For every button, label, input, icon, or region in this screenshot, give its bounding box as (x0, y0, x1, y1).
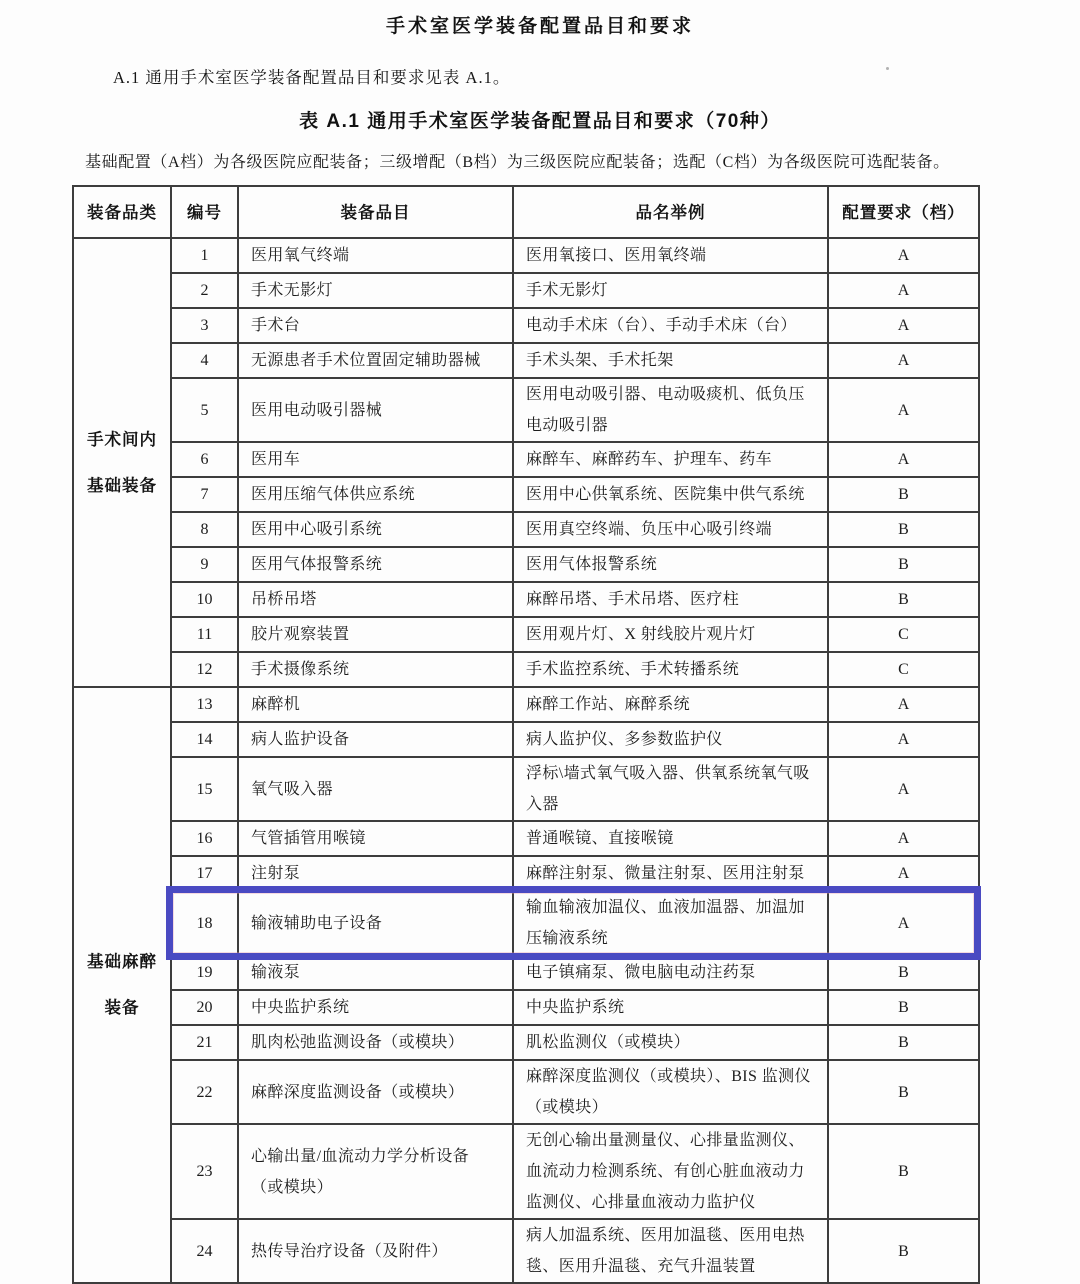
intro-paragraph: A.1 通用手术室医学装备配置品目和要求见表 A.1。 (113, 68, 511, 87)
cell-examples: 病人监护仪、多参数监护仪 (513, 722, 828, 757)
table-row (73, 273, 979, 308)
table-row (73, 652, 979, 687)
cell-item: 吊桥吊塔 (238, 582, 513, 617)
cell-examples: 普通喉镜、直接喉镜 (513, 821, 828, 856)
cell-item: 热传导治疗设备（及附件） (238, 1219, 513, 1283)
cell-examples: 无创心输出量测量仪、心排量监测仪、血流动力检测系统、有创心脏血液动力监测仪、心排量血液动力监护仪 (513, 1124, 828, 1219)
cell-no: 13 (171, 687, 238, 722)
table-row (73, 687, 979, 722)
cell-examples: 医用中心供氧系统、医院集中供气系统 (513, 477, 828, 512)
cell-no: 18 (171, 891, 238, 955)
cell-examples: 医用气体报警系统 (513, 547, 828, 582)
cell-item: 手术无影灯 (238, 273, 513, 308)
cell-examples: 医用真空终端、负压中心吸引终端 (513, 512, 828, 547)
cell-examples: 输血输液加温仪、血液加温器、加温加压输液系统 (513, 891, 828, 955)
cell-no: 3 (171, 308, 238, 343)
cell-item: 医用氧气终端 (238, 238, 513, 273)
cell-item: 手术台 (238, 308, 513, 343)
table-row (73, 547, 979, 582)
cell-grade: A (828, 722, 979, 757)
cell-no: 24 (171, 1219, 238, 1283)
header-requirement: 配置要求（档） (828, 186, 979, 238)
cell-grade: B (828, 955, 979, 990)
cell-no: 1 (171, 238, 238, 273)
cell-no: 4 (171, 343, 238, 378)
cell-category: 基础麻醉 装备 (73, 687, 171, 1283)
cell-grade: A (828, 308, 979, 343)
table-row (73, 1060, 979, 1124)
cell-grade: A (828, 891, 979, 955)
cell-grade: B (828, 582, 979, 617)
cell-examples: 电子镇痛泵、微电脑电动注药泵 (513, 955, 828, 990)
cell-grade: A (828, 273, 979, 308)
cell-item: 肌肉松弛监测设备（或模块） (238, 1025, 513, 1060)
cell-grade: B (828, 547, 979, 582)
cell-no: 14 (171, 722, 238, 757)
cell-grade: B (828, 477, 979, 512)
cell-examples: 麻醉工作站、麻醉系统 (513, 687, 828, 722)
cell-no: 7 (171, 477, 238, 512)
table-row (73, 856, 979, 891)
table-row (73, 343, 979, 378)
equipment-table (72, 185, 980, 1284)
cell-item: 麻醉机 (238, 687, 513, 722)
table-row (73, 990, 979, 1025)
cell-examples: 肌松监测仪（或模块） (513, 1025, 828, 1060)
table-body (73, 238, 979, 1283)
cell-grade: C (828, 652, 979, 687)
table-caption: 表 A.1 通用手术室医学装备配置品目和要求（70种） (299, 111, 781, 132)
table-row (73, 821, 979, 856)
cell-item: 医用中心吸引系统 (238, 512, 513, 547)
cell-examples: 麻醉注射泵、微量注射泵、医用注射泵 (513, 856, 828, 891)
cell-examples: 麻醉吊塔、手术吊塔、医疗柱 (513, 582, 828, 617)
cell-item: 手术摄像系统 (238, 652, 513, 687)
table-row (73, 238, 979, 273)
table-note: 基础配置（A档）为各级医院应配装备；三级增配（B档）为三级医院应配装备；选配（C档）为各级医院可选配装备。 (85, 154, 950, 171)
cell-item: 医用气体报警系统 (238, 547, 513, 582)
header-examples: 品名举例 (513, 186, 828, 238)
cell-item: 心输出量/血流动力学分析设备（或模块） (238, 1124, 513, 1219)
table-row (73, 617, 979, 652)
cell-no: 23 (171, 1124, 238, 1219)
cell-examples: 手术头架、手术托架 (513, 343, 828, 378)
table-row (73, 442, 979, 477)
cell-item: 医用车 (238, 442, 513, 477)
cell-no: 17 (171, 856, 238, 891)
table-header-row (73, 186, 979, 238)
table-row (73, 1025, 979, 1060)
cell-examples: 麻醉深度监测仪（或模块）、BIS 监测仪（或模块） (513, 1060, 828, 1124)
cell-grade: C (828, 617, 979, 652)
cell-item: 注射泵 (238, 856, 513, 891)
table-row (73, 308, 979, 343)
cell-grade: A (828, 442, 979, 477)
cell-grade: A (828, 238, 979, 273)
cell-examples: 病人加温系统、医用加温毯、医用电热毯、医用升温毯、充气升温装置 (513, 1219, 828, 1283)
table-row (73, 582, 979, 617)
cell-grade: A (828, 687, 979, 722)
cell-grade: B (828, 1025, 979, 1060)
cell-examples: 中央监护系统 (513, 990, 828, 1025)
table-row (73, 891, 979, 955)
cell-no: 15 (171, 757, 238, 821)
page-title: 手术室医学装备配置品目和要求 (385, 16, 694, 37)
cell-item: 医用电动吸引器械 (238, 378, 513, 442)
cell-category: 手术间内 基础装备 (73, 238, 171, 687)
cell-no: 10 (171, 582, 238, 617)
cell-examples: 医用观片灯、X 射线胶片观片灯 (513, 617, 828, 652)
cell-no: 6 (171, 442, 238, 477)
cell-item: 氧气吸入器 (238, 757, 513, 821)
table-row (73, 955, 979, 990)
table-row (73, 757, 979, 821)
cell-no: 9 (171, 547, 238, 582)
cell-no: 16 (171, 821, 238, 856)
cell-no: 21 (171, 1025, 238, 1060)
cell-item: 输液泵 (238, 955, 513, 990)
cell-examples: 手术监控系统、手术转播系统 (513, 652, 828, 687)
cell-grade: B (828, 1060, 979, 1124)
cell-item: 医用压缩气体供应系统 (238, 477, 513, 512)
cell-examples: 麻醉车、麻醉药车、护理车、药车 (513, 442, 828, 477)
cell-item: 中央监护系统 (238, 990, 513, 1025)
table-row (73, 1219, 979, 1283)
cell-item: 气管插管用喉镜 (238, 821, 513, 856)
cell-examples: 手术无影灯 (513, 273, 828, 308)
cell-item: 输液辅助电子设备 (238, 891, 513, 955)
cell-no: 8 (171, 512, 238, 547)
table-row (73, 722, 979, 757)
cell-no: 22 (171, 1060, 238, 1124)
table-row (73, 512, 979, 547)
cell-examples: 医用电动吸引器、电动吸痰机、低负压电动吸引器 (513, 378, 828, 442)
cell-no: 5 (171, 378, 238, 442)
cell-grade: B (828, 1219, 979, 1283)
cell-item: 无源患者手术位置固定辅助器械 (238, 343, 513, 378)
table-row (73, 378, 979, 442)
cell-no: 20 (171, 990, 238, 1025)
cell-grade: A (828, 343, 979, 378)
table-row (73, 477, 979, 512)
header-category: 装备品类 (73, 186, 171, 238)
cell-item: 麻醉深度监测设备（或模块） (238, 1060, 513, 1124)
cell-grade: A (828, 821, 979, 856)
cell-no: 19 (171, 955, 238, 990)
cell-no: 11 (171, 617, 238, 652)
cell-no: 12 (171, 652, 238, 687)
table-row (73, 1124, 979, 1219)
header-number: 编号 (171, 186, 238, 238)
cell-grade: B (828, 990, 979, 1025)
cell-examples: 医用氧接口、医用氧终端 (513, 238, 828, 273)
cell-grade: A (828, 856, 979, 891)
cell-grade: A (828, 378, 979, 442)
cell-item: 病人监护设备 (238, 722, 513, 757)
cell-examples: 电动手术床（台）、手动手术床（台） (513, 308, 828, 343)
cell-examples: 浮标\墙式氧气吸入器、供氧系统氧气吸入器 (513, 757, 828, 821)
cell-no: 2 (171, 273, 238, 308)
scan-speck (886, 67, 889, 70)
header-item: 装备品目 (238, 186, 513, 238)
cell-item: 胶片观察装置 (238, 617, 513, 652)
cell-grade: B (828, 1124, 979, 1219)
cell-grade: A (828, 757, 979, 821)
cell-grade: B (828, 512, 979, 547)
